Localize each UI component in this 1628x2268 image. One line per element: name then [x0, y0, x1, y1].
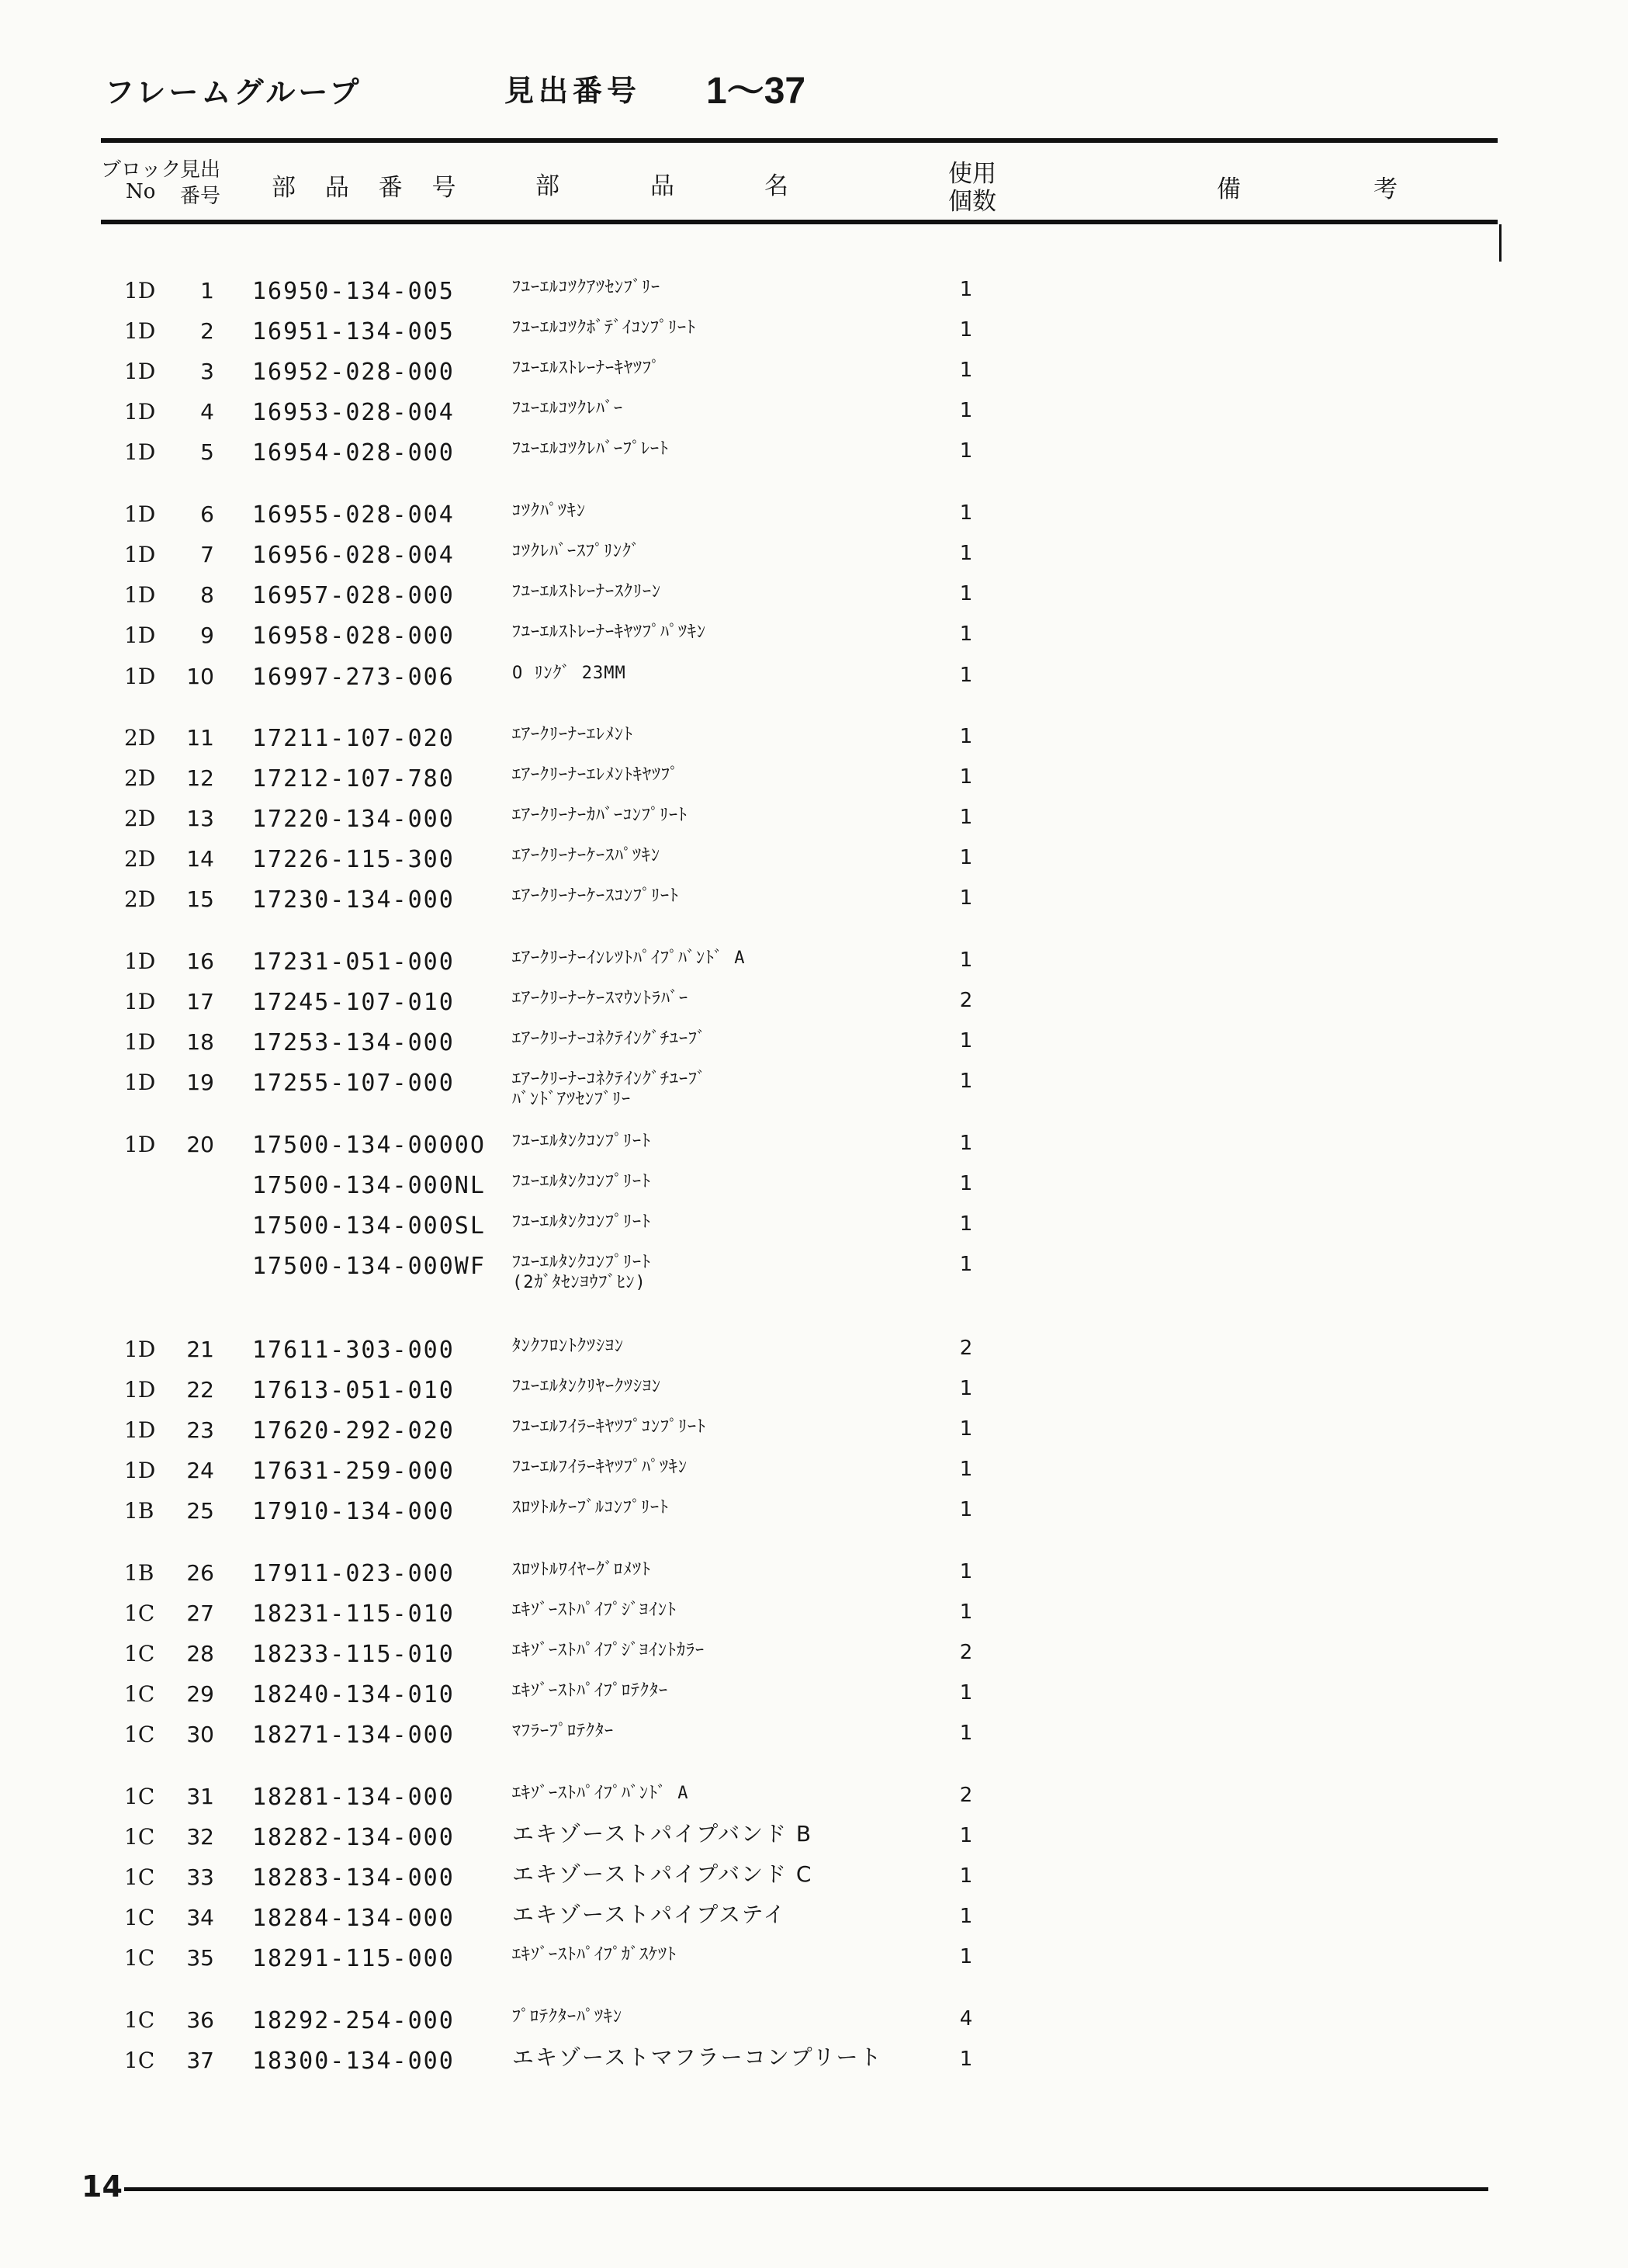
index-no: 37: [186, 2048, 214, 2073]
block-no: 1C: [124, 1600, 155, 1626]
block-no: 1D: [124, 501, 156, 527]
index-no: 28: [186, 1641, 214, 1666]
index-no: 12: [186, 765, 214, 791]
index-label: 見出番号: [504, 74, 642, 108]
quantity: 1: [959, 1253, 973, 1276]
part-number: 17613-051-010: [252, 1377, 455, 1404]
block-no: 1C: [124, 1945, 155, 1971]
part-name-cont: ﾊﾞﾝﾄﾞｱﾂｾﾝﾌﾞﾘｰ: [512, 1090, 632, 1109]
index-no: 33: [186, 1864, 214, 1890]
part-number: 18231-115-010: [252, 1600, 455, 1628]
part-name: ﾌﾕｰｴﾙｽﾄﾚｰﾅｰｷﾔﾂﾌﾟﾊﾟﾂｷﾝ: [512, 622, 707, 642]
table-row: [0, 1070, 1628, 1107]
index-no: 35: [186, 1945, 214, 1971]
col-index-bottom: 番号: [180, 185, 221, 208]
part-number: 18300-134-000: [252, 2048, 455, 2075]
part-number: 18233-115-010: [252, 1641, 455, 1668]
col-part-name-3: 名: [764, 172, 788, 200]
block-no: 1D: [124, 664, 156, 689]
table-row: [0, 1029, 1628, 1066]
block-no: 1B: [124, 1498, 154, 1524]
quantity: 1: [959, 399, 973, 422]
table-row: [0, 1600, 1628, 1638]
part-name: ﾌﾕｰｴﾙｽﾄﾚｰﾅｰｽｸﾘｰﾝ: [512, 582, 662, 602]
part-number: 17620-292-020: [252, 1417, 455, 1444]
part-number: 17230-134-000: [252, 886, 455, 914]
block-no: 1D: [124, 1029, 156, 1055]
table-row: [0, 1417, 1628, 1455]
header-right-tick: [1499, 224, 1502, 262]
index-no: 3: [200, 359, 214, 384]
block-no: 1C: [124, 1641, 155, 1666]
block-no: 1D: [124, 278, 156, 303]
part-number: 16952-028-000: [252, 359, 455, 386]
part-name: ｴｱｰｸﾘｰﾅｰｲﾝﾚﾂﾄﾊﾟｲﾌﾟﾊﾞﾝﾄﾞ A: [512, 948, 746, 968]
quantity: 1: [959, 664, 973, 687]
part-number: 17253-134-000: [252, 1029, 455, 1056]
part-name: ｴｱｰｸﾘｰﾅｰｹｰｽﾊﾟﾂｷﾝ: [512, 846, 661, 865]
index-no: 20: [186, 1132, 214, 1157]
part-name: O ﾘﾝｸﾞ 23MM: [512, 664, 626, 683]
quantity: 1: [959, 1029, 973, 1053]
index-no: 14: [186, 846, 214, 872]
col-part-name-2: 品: [650, 172, 674, 200]
part-name: ｴｷｿﾞｰｽﾄﾊﾟｲﾌﾟｶﾞｽｹﾂﾄ: [512, 1945, 677, 1965]
index-no: 6: [200, 501, 214, 527]
index-no: 13: [186, 806, 214, 831]
index-no: 18: [186, 1029, 214, 1055]
part-number: 17211-107-020: [252, 725, 455, 752]
table-row: [0, 278, 1628, 315]
quantity: 4: [959, 2007, 973, 2030]
part-name-cont: (2ｶﾞﾀｾﾝﾖｳﾌﾞﾋﾝ): [512, 1273, 646, 1292]
table-row: [0, 318, 1628, 355]
table-row: [0, 622, 1628, 660]
part-name: ﾌﾕｰｴﾙﾀﾝｸﾘﾔｰｸﾂｼﾖﾝ: [512, 1377, 662, 1396]
table-row: [0, 765, 1628, 803]
index-no: 11: [186, 725, 214, 751]
block-no: 1D: [124, 399, 156, 425]
index-no: 7: [200, 542, 214, 567]
part-name: ｴｱｰｸﾘｰﾅｰｹｰｽｺﾝﾌﾟﾘｰﾄ: [512, 886, 680, 906]
quantity: 1: [959, 359, 973, 382]
part-name: ｴｱｰｸﾘｰﾅｰｶﾊﾞｰｺﾝﾌﾟﾘｰﾄ: [512, 806, 688, 825]
index-no: 10: [186, 664, 214, 689]
quantity: 1: [959, 278, 973, 301]
table-row: [0, 1861, 1628, 1902]
table-row: [0, 2007, 1628, 2044]
part-name: ﾌﾕｰｴﾙｺﾂｸﾎﾞﾃﾞｲｺﾝﾌﾟﾘｰﾄ: [512, 318, 697, 338]
table-row: [0, 1212, 1628, 1250]
quantity: 1: [959, 886, 973, 910]
part-number: 17911-023-000: [252, 1560, 455, 1587]
part-name: ﾌﾕｰｴﾙﾌｲﾗｰｷﾔﾂﾌﾟｺﾝﾌﾟﾘｰﾄ: [512, 1417, 707, 1437]
table-row: [0, 1641, 1628, 1678]
col-block-top: ブロック: [101, 158, 182, 182]
part-number: 18283-134-000: [252, 1864, 455, 1892]
index-no: 5: [200, 439, 214, 465]
block-no: 1D: [124, 1132, 156, 1157]
index-no: 4: [200, 399, 214, 425]
col-qty-bottom: 個数: [948, 188, 996, 216]
part-name: ｴｱｰｸﾘｰﾅｰｹｰｽﾏｳﾝﾄﾗﾊﾞｰ: [512, 989, 689, 1008]
index-no: 36: [186, 2007, 214, 2033]
part-number: 18282-134-000: [252, 1824, 455, 1851]
part-name: ﾌﾕｰｴﾙﾀﾝｸｺﾝﾌﾟﾘｰﾄ: [512, 1253, 652, 1272]
quantity: 1: [959, 582, 973, 605]
part-name: ﾀﾝｸﾌﾛﾝﾄｸﾂｼﾖﾝ: [512, 1337, 625, 1356]
table-row: [0, 542, 1628, 579]
part-name: エキゾーストパイプステイ: [512, 1902, 787, 1927]
block-no: 2D: [124, 806, 156, 831]
part-number: 17212-107-780: [252, 765, 455, 792]
table-row: [0, 399, 1628, 436]
part-name: エキゾーストマフラーコンプリート: [512, 2044, 883, 2070]
block-no: 1C: [124, 1722, 155, 1747]
part-number: 17611-303-000: [252, 1337, 455, 1364]
part-number: 17910-134-000: [252, 1498, 455, 1525]
quantity: 2: [959, 1784, 973, 1807]
part-name: ｴｷｿﾞｰｽﾄﾊﾟｲﾌﾟﾊﾞﾝﾄﾞ A: [512, 1784, 689, 1803]
part-number: 16954-028-000: [252, 439, 455, 466]
quantity: 1: [959, 2048, 973, 2071]
index-no: 32: [186, 1824, 214, 1850]
quantity: 1: [959, 765, 973, 789]
quantity: 1: [959, 1070, 973, 1093]
index-no: 21: [186, 1337, 214, 1362]
part-number: 18240-134-010: [252, 1681, 455, 1708]
footer-rule: [124, 2187, 1488, 2191]
index-no: 22: [186, 1377, 214, 1403]
part-number: 18271-134-000: [252, 1722, 455, 1749]
part-name: ﾌﾕｰｴﾙﾌｲﾗｰｷﾔﾂﾌﾟﾊﾟﾂｷﾝ: [512, 1458, 688, 1477]
col-block-bottom: No: [126, 180, 156, 203]
part-name: ﾌﾕｰｴﾙｺﾂｸﾚﾊﾞｰﾌﾟﾚｰﾄ: [512, 439, 670, 459]
part-name: ﾌﾕｰｴﾙｺﾂｸｱﾂｾﾝﾌﾞﾘｰ: [512, 278, 661, 297]
table-row: [0, 1172, 1628, 1209]
table-row: [0, 1253, 1628, 1290]
col-part-number: 部 品 番 号: [272, 174, 467, 202]
index-no: 25: [186, 1498, 214, 1524]
quantity: 1: [959, 439, 973, 463]
part-name: ｽﾛﾂﾄﾙｹｰﾌﾞﾙｺﾝﾌﾟﾘｰﾄ: [512, 1498, 670, 1517]
part-number: 17631-259-000: [252, 1458, 455, 1485]
quantity: 1: [959, 1945, 973, 1968]
block-no: 2D: [124, 765, 156, 791]
table-row: [0, 1337, 1628, 1374]
part-name: ｴｷｿﾞｰｽﾄﾊﾟｲﾌﾟｼﾞﾖｲﾝﾄ: [512, 1600, 677, 1620]
block-no: 1D: [124, 318, 156, 344]
index-no: 26: [186, 1560, 214, 1586]
part-number: 17500-134-000NL: [252, 1172, 486, 1199]
index-no: 16: [186, 948, 214, 974]
part-number: 18292-254-000: [252, 2007, 455, 2034]
table-row: [0, 725, 1628, 762]
index-no: 34: [186, 1905, 214, 1930]
part-name: ﾌﾕｰｴﾙｺﾂｸﾚﾊﾞｰ: [512, 399, 624, 418]
quantity: 1: [959, 806, 973, 829]
block-no: 1D: [124, 948, 156, 974]
part-name: ﾌﾕｰｴﾙｽﾄﾚｰﾅｰｷﾔﾂﾌﾟ: [512, 359, 661, 378]
part-number: 16955-028-004: [252, 501, 455, 529]
quantity: 1: [959, 1458, 973, 1481]
quantity: 1: [959, 1417, 973, 1441]
block-no: 1D: [124, 622, 156, 648]
index-range: 1～37: [706, 71, 806, 112]
block-no: 2D: [124, 725, 156, 751]
part-name: ﾌﾟﾛﾃｸﾀｰﾊﾟﾂｷﾝ: [512, 2007, 623, 2027]
part-number: 17500-134-000WF: [252, 1253, 486, 1280]
part-number: 18281-134-000: [252, 1784, 455, 1811]
table-row: [0, 1821, 1628, 1861]
quantity: 2: [959, 1337, 973, 1360]
part-number: 18291-115-000: [252, 1945, 455, 1972]
quantity: 1: [959, 1132, 973, 1155]
quantity: 1: [959, 501, 973, 525]
quantity: 1: [959, 725, 973, 748]
block-no: 1D: [124, 1070, 156, 1095]
col-qty-top: 使用: [948, 160, 996, 188]
index-no: 31: [186, 1784, 214, 1809]
index-no: 1: [200, 278, 214, 303]
table-row: [0, 1902, 1628, 1942]
page-number: 14: [81, 2169, 123, 2204]
part-name: ｴｱｰｸﾘｰﾅｰｺﾈｸﾃｲﾝｸﾞﾁﾕｰﾌﾞ: [512, 1029, 707, 1049]
part-number: 16950-134-005: [252, 278, 455, 305]
table-row: [0, 664, 1628, 701]
table-row: [0, 359, 1628, 396]
part-name: ｺﾂｸﾊﾟﾂｷﾝ: [512, 501, 587, 521]
part-name: ｴｷｿﾞｰｽﾄﾊﾟｲﾌﾟｼﾞﾖｲﾝﾄｶﾗｰ: [512, 1641, 705, 1660]
col-index-top: 見出: [180, 158, 221, 182]
part-name: ﾌﾕｰｴﾙﾀﾝｸｺﾝﾌﾟﾘｰﾄ: [512, 1132, 652, 1151]
table-row: [0, 1377, 1628, 1414]
quantity: 1: [959, 1498, 973, 1521]
table-row: [0, 439, 1628, 477]
part-name: ｽﾛﾂﾄﾙﾜｲﾔｰｸﾞﾛﾒﾂﾄ: [512, 1560, 652, 1580]
quantity: 1: [959, 318, 973, 342]
part-name: ﾌﾕｰｴﾙﾀﾝｸｺﾝﾌﾟﾘｰﾄ: [512, 1172, 652, 1191]
quantity: 1: [959, 1864, 973, 1888]
table-row: [0, 582, 1628, 619]
index-no: 30: [186, 1722, 214, 1747]
index-no: 27: [186, 1600, 214, 1626]
part-number: 17245-107-010: [252, 989, 455, 1016]
table-row: [0, 1681, 1628, 1718]
block-no: 1D: [124, 359, 156, 384]
block-no: 2D: [124, 886, 156, 912]
table-row: [0, 1498, 1628, 1535]
table-row: [0, 806, 1628, 843]
index-no: 24: [186, 1458, 214, 1483]
index-no: 8: [200, 582, 214, 608]
index-no: 29: [186, 1681, 214, 1707]
quantity: 1: [959, 542, 973, 565]
header-top-rule: [101, 138, 1498, 143]
quantity: 1: [959, 1377, 973, 1400]
part-number: 16953-028-004: [252, 399, 455, 426]
part-number: 17500-134-000SL: [252, 1212, 486, 1240]
block-no: 1C: [124, 1905, 155, 1930]
block-no: 1D: [124, 439, 156, 465]
part-number: 17231-051-000: [252, 948, 455, 976]
part-number: 16997-273-006: [252, 664, 455, 691]
part-name: ｴｱｰｸﾘｰﾅｰｴﾚﾒﾝﾄｷﾔﾂﾌﾟ: [512, 765, 680, 785]
part-name: ｴｷｿﾞｰｽﾄﾊﾟｲﾌﾟﾛﾃｸﾀｰ: [512, 1681, 669, 1701]
quantity: 1: [959, 1600, 973, 1624]
table-row: [0, 846, 1628, 883]
block-no: 2D: [124, 846, 156, 872]
table-row: [0, 1784, 1628, 1821]
part-name: ｴｱｰｸﾘｰﾅｰｺﾈｸﾃｲﾝｸﾞﾁﾕｰﾌﾞ: [512, 1070, 707, 1089]
quantity: 1: [959, 1905, 973, 1928]
table-row: [0, 948, 1628, 986]
index-no: 23: [186, 1417, 214, 1443]
quantity: 1: [959, 1824, 973, 1847]
part-number: 16957-028-000: [252, 582, 455, 609]
part-name: エキゾーストパイプバンド C: [512, 1861, 813, 1887]
quantity: 2: [959, 989, 973, 1012]
group-title: フレームグループ: [105, 75, 362, 109]
block-no: 1D: [124, 1458, 156, 1483]
index-no: 9: [200, 622, 214, 648]
block-no: 1D: [124, 1417, 156, 1443]
part-number: 16951-134-005: [252, 318, 455, 345]
part-number: 16958-028-000: [252, 622, 455, 650]
index-no: 2: [200, 318, 214, 344]
table-row: [0, 1945, 1628, 1982]
quantity: 1: [959, 622, 973, 646]
part-name: エキゾーストパイプバンド B: [512, 1821, 813, 1847]
index-no: 17: [186, 989, 214, 1014]
table-row: [0, 886, 1628, 924]
index-no: 15: [186, 886, 214, 912]
quantity: 2: [959, 1641, 973, 1664]
col-remarks-2: 考: [1373, 175, 1398, 203]
col-remarks-1: 備: [1217, 175, 1241, 203]
block-no: 1D: [124, 989, 156, 1014]
part-number: 16956-028-004: [252, 542, 455, 569]
part-number: 17255-107-000: [252, 1070, 455, 1097]
block-no: 1C: [124, 1864, 155, 1890]
quantity: 1: [959, 1681, 973, 1704]
part-name: ｴｱｰｸﾘｰﾅｰｴﾚﾒﾝﾄ: [512, 725, 634, 744]
col-part-name-1: 部: [535, 172, 559, 200]
table-row: [0, 1458, 1628, 1495]
table-row: [0, 501, 1628, 539]
part-number: 17220-134-000: [252, 806, 455, 833]
quantity: 1: [959, 1212, 973, 1236]
block-no: 1C: [124, 1824, 155, 1850]
quantity: 1: [959, 1172, 973, 1195]
index-no: 19: [186, 1070, 214, 1095]
part-name: ﾌﾕｰｴﾙﾀﾝｸｺﾝﾌﾟﾘｰﾄ: [512, 1212, 652, 1232]
block-no: 1D: [124, 582, 156, 608]
quantity: 1: [959, 1722, 973, 1745]
part-number: 18284-134-000: [252, 1905, 455, 1932]
header-bottom-rule: [101, 220, 1498, 224]
quantity: 1: [959, 846, 973, 869]
block-no: 1C: [124, 2048, 155, 2073]
part-name: ｺﾂｸﾚﾊﾞｰｽﾌﾟﾘﾝｸﾞ: [512, 542, 641, 561]
quantity: 1: [959, 1560, 973, 1583]
block-no: 1B: [124, 1560, 154, 1586]
table-row: [0, 1560, 1628, 1597]
part-number: 17500-134-0000O: [252, 1132, 486, 1159]
table-row: [0, 1722, 1628, 1759]
block-no: 1C: [124, 1681, 155, 1707]
part-name: ﾏﾌﾗｰﾌﾟﾛﾃｸﾀｰ: [512, 1722, 615, 1741]
table-row: [0, 2044, 1628, 2085]
block-no: 1C: [124, 1784, 155, 1809]
block-no: 1D: [124, 1377, 156, 1403]
table-row: [0, 1132, 1628, 1169]
block-no: 1D: [124, 542, 156, 567]
table-row: [0, 989, 1628, 1026]
block-no: 1D: [124, 1337, 156, 1362]
block-no: 1C: [124, 2007, 155, 2033]
quantity: 1: [959, 948, 973, 972]
part-number: 17226-115-300: [252, 846, 455, 873]
